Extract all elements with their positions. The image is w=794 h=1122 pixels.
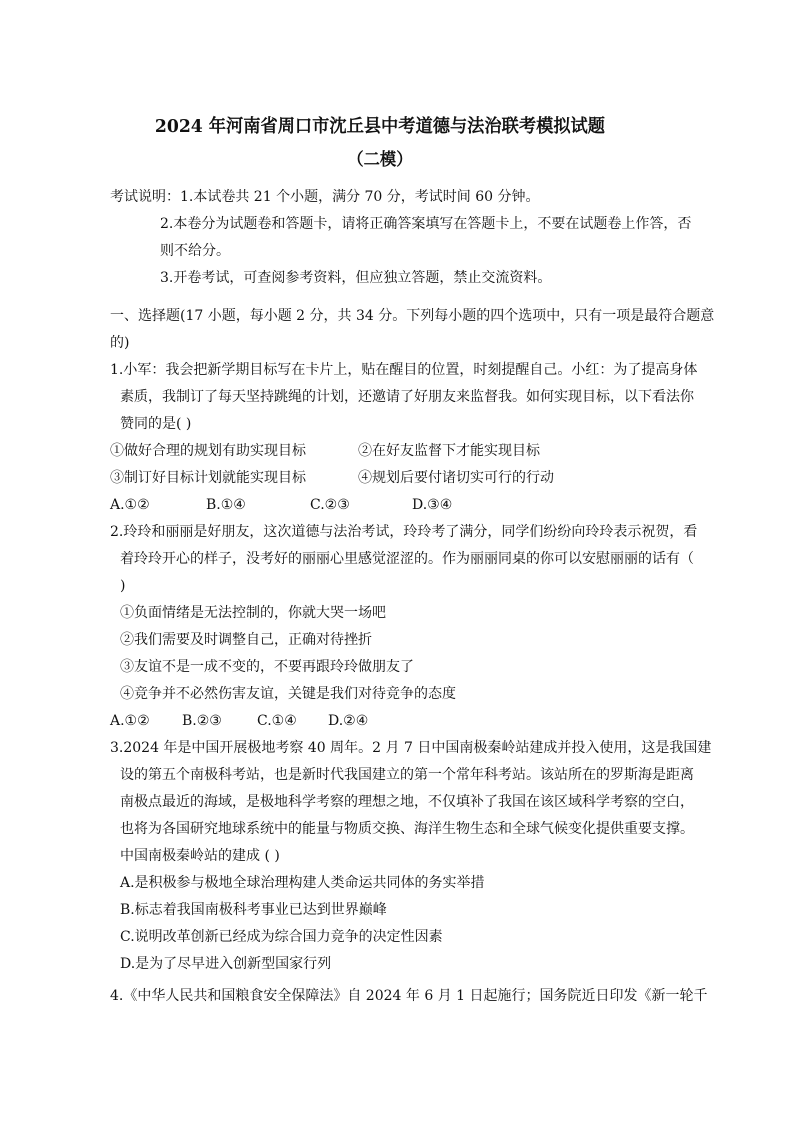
section-heading-line: 一、选择题(17 小题，每小题 2 分，共 34 分。下列每小题的四个选项中，只有一项是最符合题意 bbox=[110, 308, 715, 324]
statement-1: ①负面情绪是无法控制的，你就大哭一场吧 bbox=[120, 605, 386, 621]
question-stem-line: 着玲玲开心的样子，没考好的丽丽心里感觉涩涩的。作为丽丽同桌的你可以安慰丽丽的话有（ bbox=[120, 551, 694, 567]
question-stem-line: 素质，我制订了每天坚持跳绳的计划，还邀请了好朋友来监督我。如何实现目标，以下看法你 bbox=[120, 389, 694, 405]
question-stem-line: 1.小军：我会把新学期目标写在卡片上，贴在醒目的位置，时刻提醒自己。小红：为了提高身体 bbox=[110, 362, 698, 378]
question-stem-line: 2.玲玲和丽丽是好朋友，这次道德与法治考试，玲玲考了满分，同学们纷纷向玲玲表示祝贺，看 bbox=[110, 524, 698, 540]
choice-c: C.②③ bbox=[310, 497, 350, 513]
section-heading-line: 的) bbox=[110, 335, 130, 351]
question-stem-line: 4.《中华人民共和国粮食安全保障法》自 2024 年 6 月 1 日起施行；国务院近日印发《新一轮千 bbox=[110, 988, 708, 1004]
instruction-line: 2.本卷分为试题卷和答题卡，请将正确答案填写在答题卡上，不要在试题卷上作答，否 bbox=[160, 216, 692, 232]
statement-1: ①做好合理的规划有助实现目标 bbox=[110, 443, 306, 459]
statement-4: ④竞争并不必然伤害友谊，关键是我们对待竞争的态度 bbox=[120, 686, 456, 702]
question-stem-line: 3.2024 年是中国开展极地考察 40 周年。2 月 7 日中国南极秦岭站建成并投入使用，这是我国建 bbox=[110, 740, 712, 756]
choice-d: D.是为了尽早进入创新型国家行列 bbox=[120, 956, 332, 972]
statement-3: ③友谊不是一成不变的，不要再跟玲玲做朋友了 bbox=[120, 659, 414, 675]
statement-4: ④规划后要付诸切实可行的行动 bbox=[358, 470, 554, 486]
question-stem-line: 赞同的是( ) bbox=[120, 416, 192, 432]
statement-2: ②在好友监督下才能实现目标 bbox=[358, 443, 540, 459]
question-stem-line: 中国南极秦岭站的建成 ( ) bbox=[120, 848, 280, 864]
question-stem-line: 南极点最近的海域，是极地科学考察的理想之地，不仅填补了我国在该区域科学考察的空白， bbox=[120, 794, 694, 810]
instruction-line: 则不给分。 bbox=[160, 243, 230, 259]
question-stem-line: 设的第五个南极科考站，也是新时代我国建立的第一个常年科考站。该站所在的罗斯海是距离 bbox=[120, 767, 694, 783]
question-stem-line: ) bbox=[120, 578, 126, 594]
statement-3: ③制订好目标计划就能实现目标 bbox=[110, 470, 306, 486]
question-stem-line: 也将为各国研究地球系统中的能量与物质交换、海洋生物生态和全球气候变化提供重要支撑。 bbox=[120, 821, 694, 837]
choice-a: A.①② bbox=[110, 497, 150, 513]
exam-title: 2024 年河南省周口市沈丘县中考道德与法治联考模拟试题 bbox=[154, 116, 606, 137]
choice-a: A.是积极参与极地全球治理构建人类命运共同体的务实举措 bbox=[120, 875, 485, 891]
instruction-line: 考试说明：1.本试卷共 21 个小题，满分 70 分，考试时间 60 分钟。 bbox=[110, 189, 540, 205]
choice-c: C.说明改革创新已经成为综合国力竞争的决定性因素 bbox=[120, 929, 443, 945]
exam-subtitle: （二模） bbox=[347, 150, 413, 170]
choice-b: B.①④ bbox=[206, 497, 246, 513]
choice-b: B.标志着我国南极科考事业已达到世界巅峰 bbox=[120, 902, 387, 918]
choice-c: C.①④ bbox=[257, 713, 297, 729]
choice-b: B.②③ bbox=[182, 713, 222, 729]
statement-2: ②我们需要及时调整自己，正确对待挫折 bbox=[120, 632, 372, 648]
choice-d: D.③④ bbox=[412, 497, 453, 513]
instruction-line: 3.开卷考试，可查阅参考资料，但应独立答题，禁止交流资料。 bbox=[160, 270, 552, 286]
choice-a: A.①② bbox=[110, 713, 150, 729]
choice-d: D.②④ bbox=[328, 713, 369, 729]
